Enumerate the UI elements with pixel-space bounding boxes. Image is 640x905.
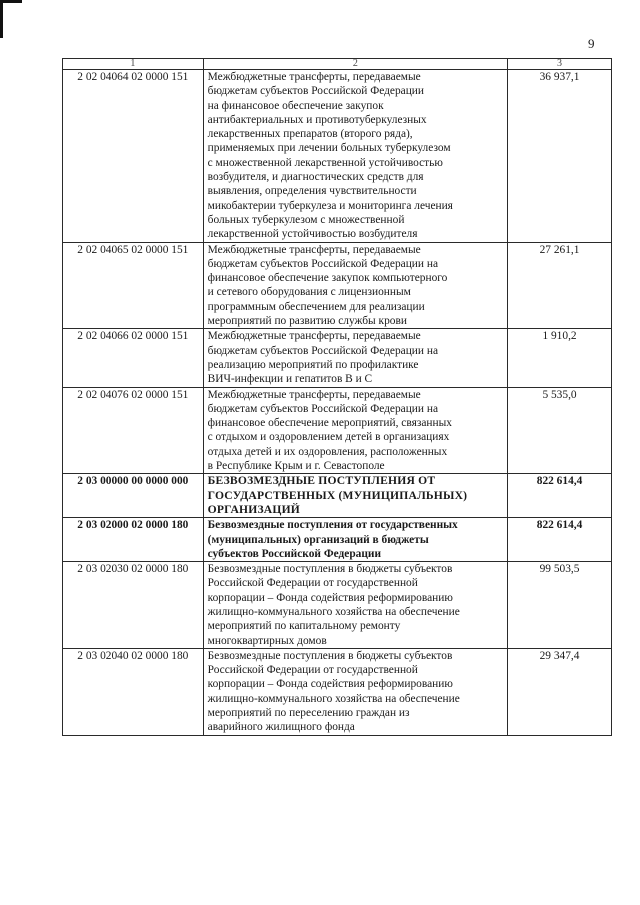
table-row — [63, 562, 612, 649]
scan-corner-mark-vertical — [0, 0, 3, 38]
table-header-row — [63, 59, 612, 70]
revenue-description: БЕЗВОЗМЕЗДНЫЕ ПОСТУПЛЕНИЯ ОТ ГОСУДАРСТВЕННЫХ (МУНИЦИПАЛЬНЫХ) ОРГАНИЗАЦИЙ — [203, 474, 507, 518]
budget-code: 2 03 02040 02 0000 180 — [63, 648, 204, 735]
revenue-description: Безвозмездные поступления от государственных (муниципальных) организаций в бюджеты субъектов Российской Федерации — [203, 518, 507, 562]
table-row — [63, 648, 612, 735]
revenue-description: Межбюджетные трансферты, передаваемые бюджетам субъектов Российской Федерации на финансовое обеспечение закупок компьютерного и сетевого оборудования с лицензионным программным обеспечением для реализации мероприятий по развитию службы крови — [203, 242, 507, 329]
budget-code: 2 02 04064 02 0000 151 — [63, 70, 204, 243]
budget-code: 2 03 02000 02 0000 180 — [63, 518, 204, 562]
budget-code: 2 03 00000 00 0000 000 — [63, 474, 204, 518]
page-number: 9 — [588, 36, 595, 51]
amount: 1 910,2 — [508, 329, 612, 387]
table-row — [63, 387, 612, 474]
amount: 822 614,4 — [508, 518, 612, 562]
revenue-description: Межбюджетные трансферты, передаваемые бюджетам субъектов Российской Федерации на финансовое обеспечение закупок антибактериальных и противотуберкулезных лекарственных препаратов (второго ряда), применяемых при лечении больных туберкулезом с множественной лекарственной устойчивостью возбудителя, и диагностических средств для выявления, определения чувствительности микобактерии туберкулеза и мониторинга лечения больных туберкулезом с множественной лекарственной устойчивостью возбудителя — [203, 70, 507, 243]
revenue-description: Безвозмездные поступления в бюджеты субъектов Российской Федерации от государственной корпорации – Фонда содействия реформированию жилищно-коммунального хозяйства на обеспечение мероприятий по переселению граждан из аварийного жилищного фонда — [203, 648, 507, 735]
budget-code: 2 03 02030 02 0000 180 — [63, 562, 204, 649]
amount: 99 503,5 — [508, 562, 612, 649]
amount: 36 937,1 — [508, 70, 612, 243]
table-row — [63, 329, 612, 387]
budget-code: 2 02 04065 02 0000 151 — [63, 242, 204, 329]
scan-corner-mark — [0, 0, 22, 3]
column-header-3: 3 — [508, 59, 612, 70]
budget-code: 2 02 04066 02 0000 151 — [63, 329, 204, 387]
revenue-description: Безвозмездные поступления в бюджеты субъектов Российской Федерации от государственной корпорации – Фонда содействия реформированию жилищно-коммунального хозяйства на обеспечение мероприятий по капитальному ремонту многоквартирных домов — [203, 562, 507, 649]
table-row — [63, 70, 612, 243]
budget-code: 2 02 04076 02 0000 151 — [63, 387, 204, 474]
column-header-1: 1 — [63, 59, 204, 70]
revenue-description: Межбюджетные трансферты, передаваемые бюджетам субъектов Российской Федерации на финансовое обеспечение мероприятий, связанных с отдыхом и оздоровлением детей в организациях отдыха детей и их оздоровления, расположенных в Республике Крым и г. Севастополе — [203, 387, 507, 474]
revenue-description: Межбюджетные трансферты, передаваемые бюджетам субъектов Российской Федерации на реализацию мероприятий по профилактике ВИЧ-инфекции и гепатитов В и С — [203, 329, 507, 387]
amount: 27 261,1 — [508, 242, 612, 329]
table-row-section-heading — [63, 474, 612, 518]
table-row-subsection-heading — [63, 518, 612, 562]
budget-revenue-table — [62, 58, 612, 736]
amount: 822 614,4 — [508, 474, 612, 518]
amount: 5 535,0 — [508, 387, 612, 474]
column-header-2: 2 — [203, 59, 507, 70]
amount: 29 347,4 — [508, 648, 612, 735]
table-row — [63, 242, 612, 329]
